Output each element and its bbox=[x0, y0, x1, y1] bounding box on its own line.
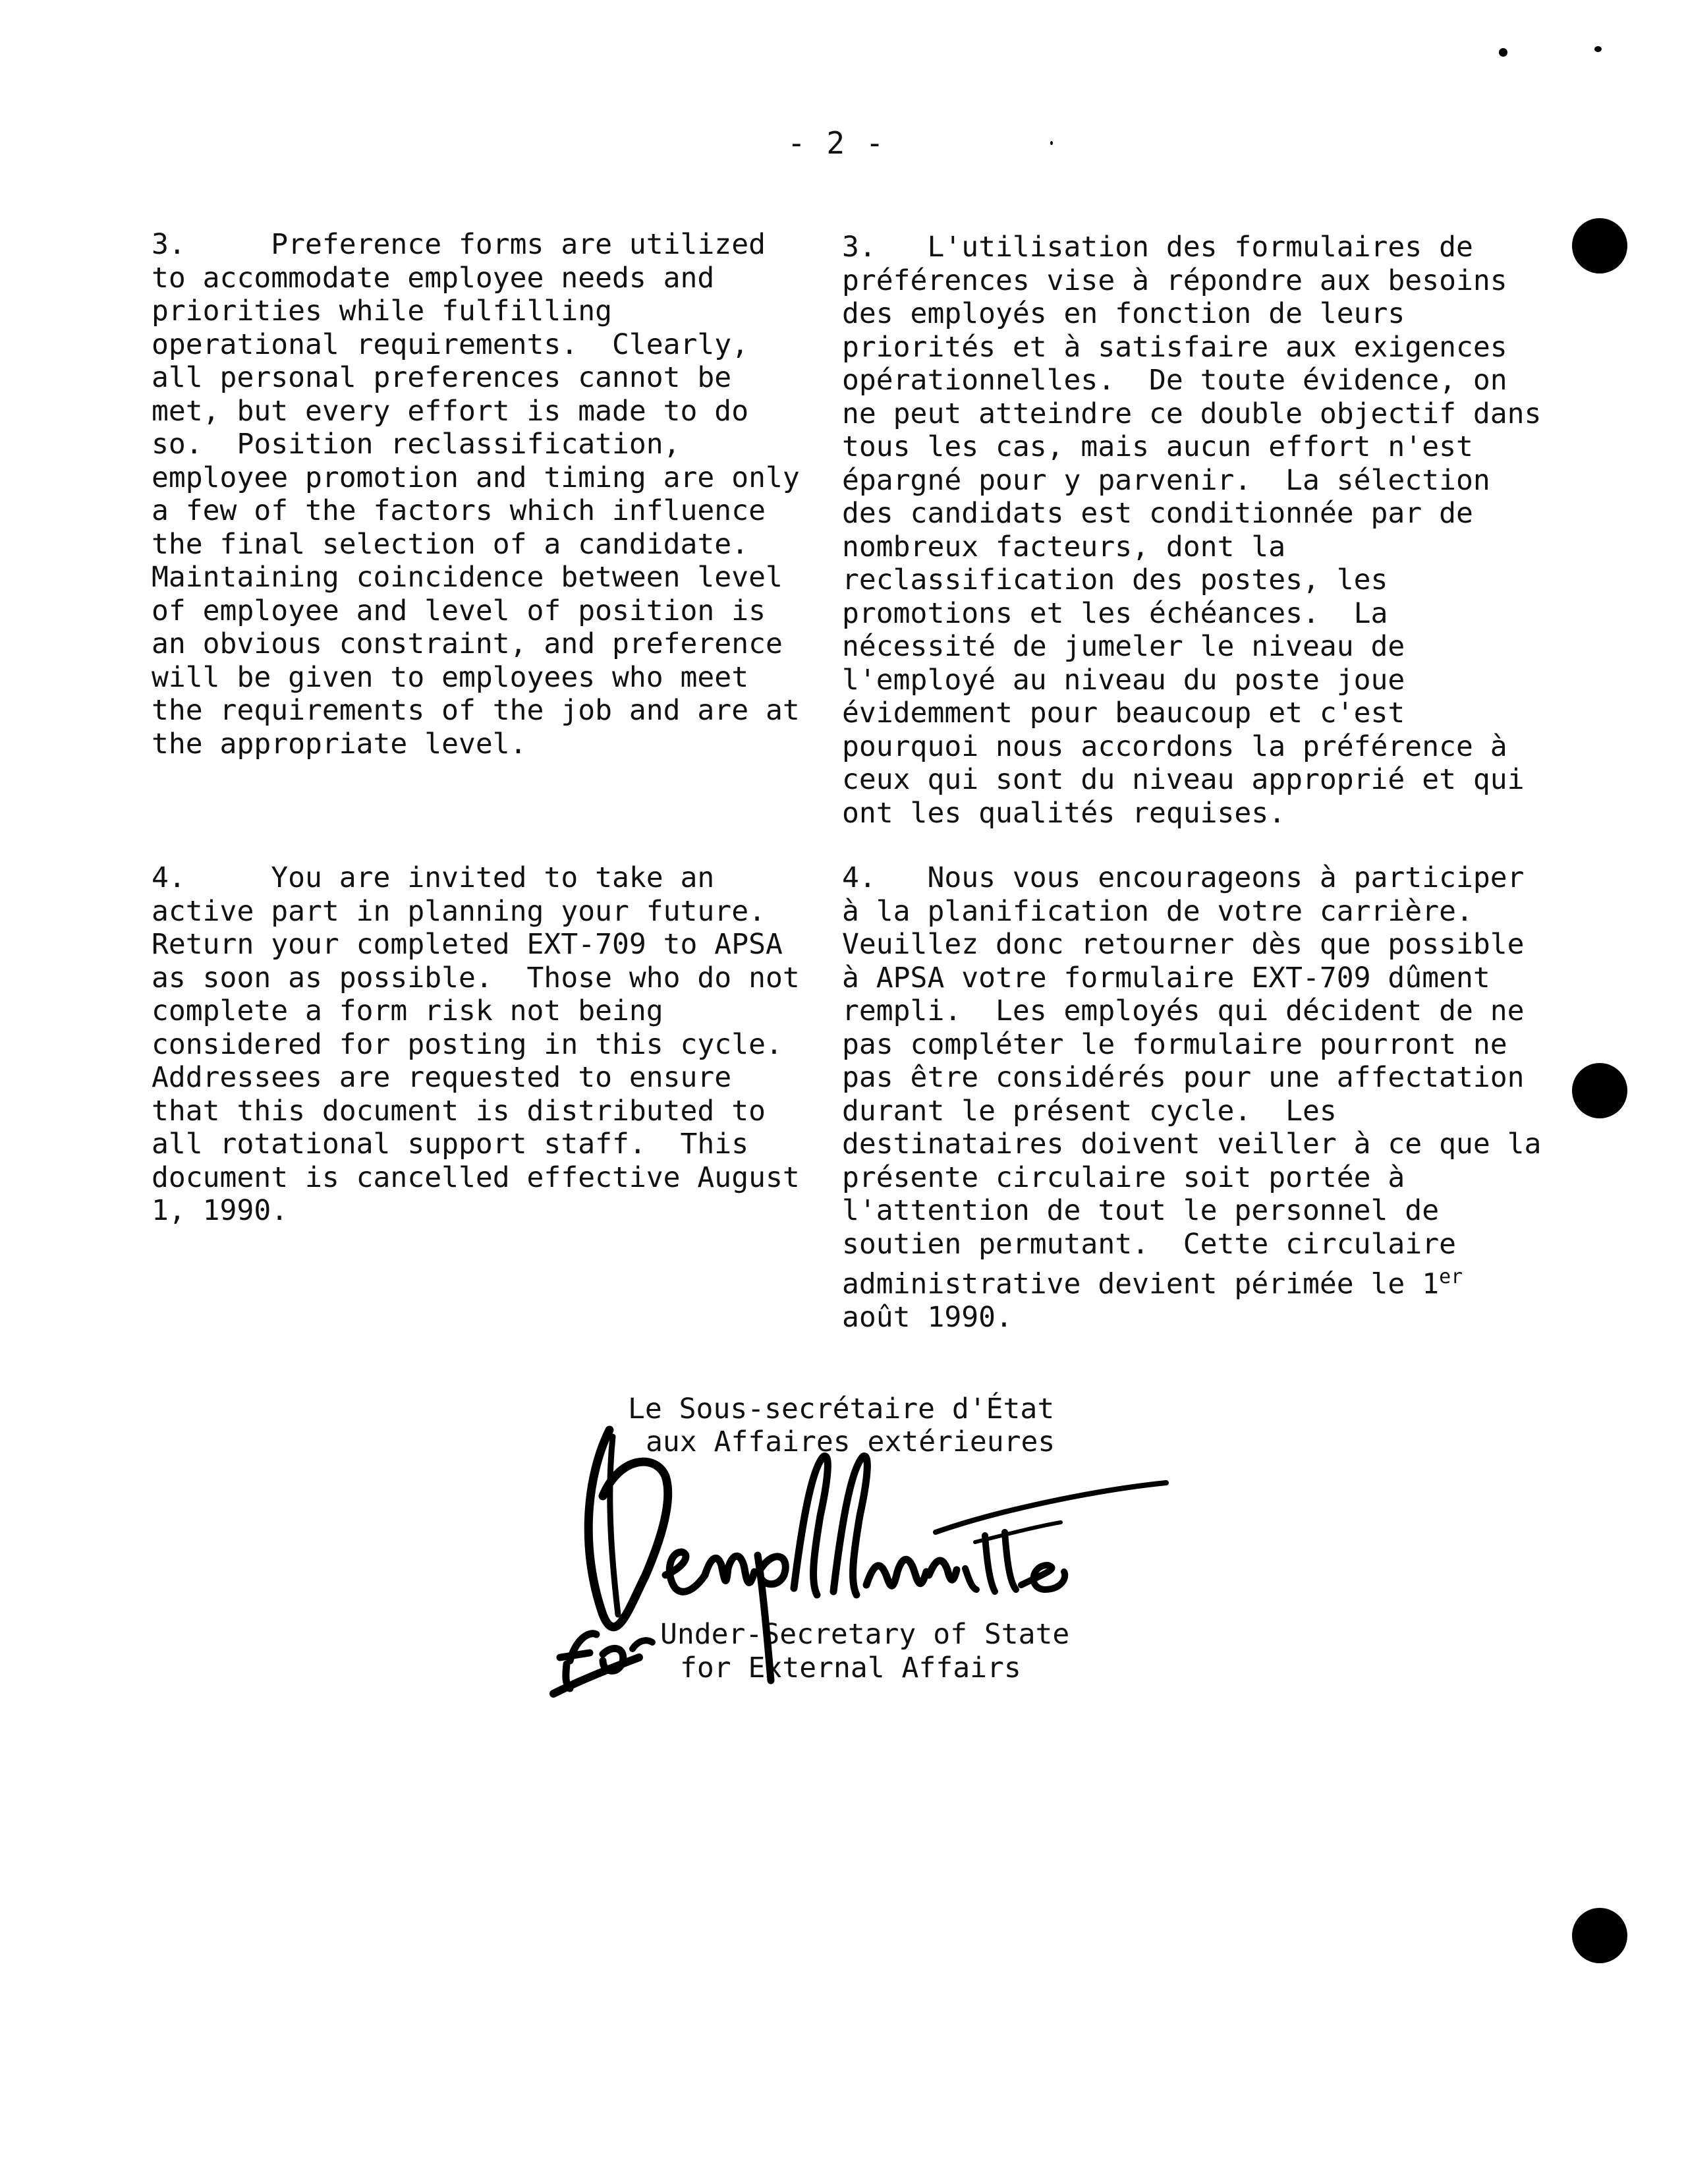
paragraph-4-french bbox=[842, 861, 1541, 1334]
scan-speck bbox=[1499, 48, 1507, 57]
french-title-line-2: aux Affaires extérieures bbox=[646, 1425, 1055, 1458]
scan-speck bbox=[1050, 141, 1053, 145]
paragraph-4-english: 4. You are invited to take an active part in planning your future. Return your completed EXT-709 to APSA as soon as possible. Those who do not complete a form risk not being considered for posting in this cycle. Addressees are requested to ensure that this document is distributed to all rotational support staff. This document is cancelled effective August 1, 1990. bbox=[152, 861, 800, 1227]
paragraph-4-french-text: 4. Nous vous encourageons à participer à la planification de votre carrière. Veuillez donc retourner dès que possible à APSA votre formulaire EXT-709 dûment rempli. Les employés qui décident de ne pas compléter le formulaire pourront ne pas être considérés pour une affectation durant le présent cycle. Les destinataires doivent veiller à ce que la présente circulaire soit portée à l'attention de tout le personnel de soutien permutant. Cette circulaire administrative devient périmée le 1 bbox=[842, 861, 1542, 1301]
punch-hole-bottom bbox=[1572, 1908, 1627, 1963]
french-title-line-1: Le Sous-secrétaire d'État bbox=[628, 1393, 1055, 1425]
ordinal-superscript: er bbox=[1439, 1265, 1463, 1288]
english-title-line-2: for External Affairs bbox=[680, 1652, 1021, 1684]
handwritten-signature bbox=[540, 1417, 1173, 1720]
punch-hole-top bbox=[1572, 218, 1627, 273]
paragraph-3-french: 3. L'utilisation des formulaires de préférences vise à répondre aux besoins des employés en fonction de leurs priorités et à satisfaire aux exigences opérationnelles. De toute évidence, on ne peut atteindre ce double objectif dans tous les cas, mais aucun effort n'est épargné pour y parvenir. La sélection des candidats est conditionnée par de nombreux facteurs, dont la reclassification des postes, les promotions et les échéances. La nécessité de jumeler le niveau de l'employé au niveau du poste joue évidemment pour beaucoup et c'est pourquoi nous accordons la préférence à ceux qui sont du niveau approprié et qui ont les qualités requises. bbox=[842, 231, 1542, 830]
page-number: - 2 - bbox=[787, 125, 885, 161]
punch-hole-middle bbox=[1572, 1063, 1627, 1118]
paragraph-3-english: 3. Preference forms are utilized to accommodate employee needs and priorities while fulfilling operational requirements. Clearly, all personal preferences cannot be met, but every effort is made to do so. Position reclassification, employee promotion and timing are only a few of the factors which influence the final selection of a candidate. Maintaining coincidence between level of employee and level of position is an obvious constraint, and preference will be given to employees who meet the requirements of the job and are at the appropriate level. bbox=[152, 228, 800, 761]
english-title-line-1: Under-Secretary of State bbox=[660, 1618, 1070, 1651]
scan-speck bbox=[1594, 46, 1602, 52]
paragraph-4-french-date: août 1990. bbox=[842, 1300, 1013, 1334]
